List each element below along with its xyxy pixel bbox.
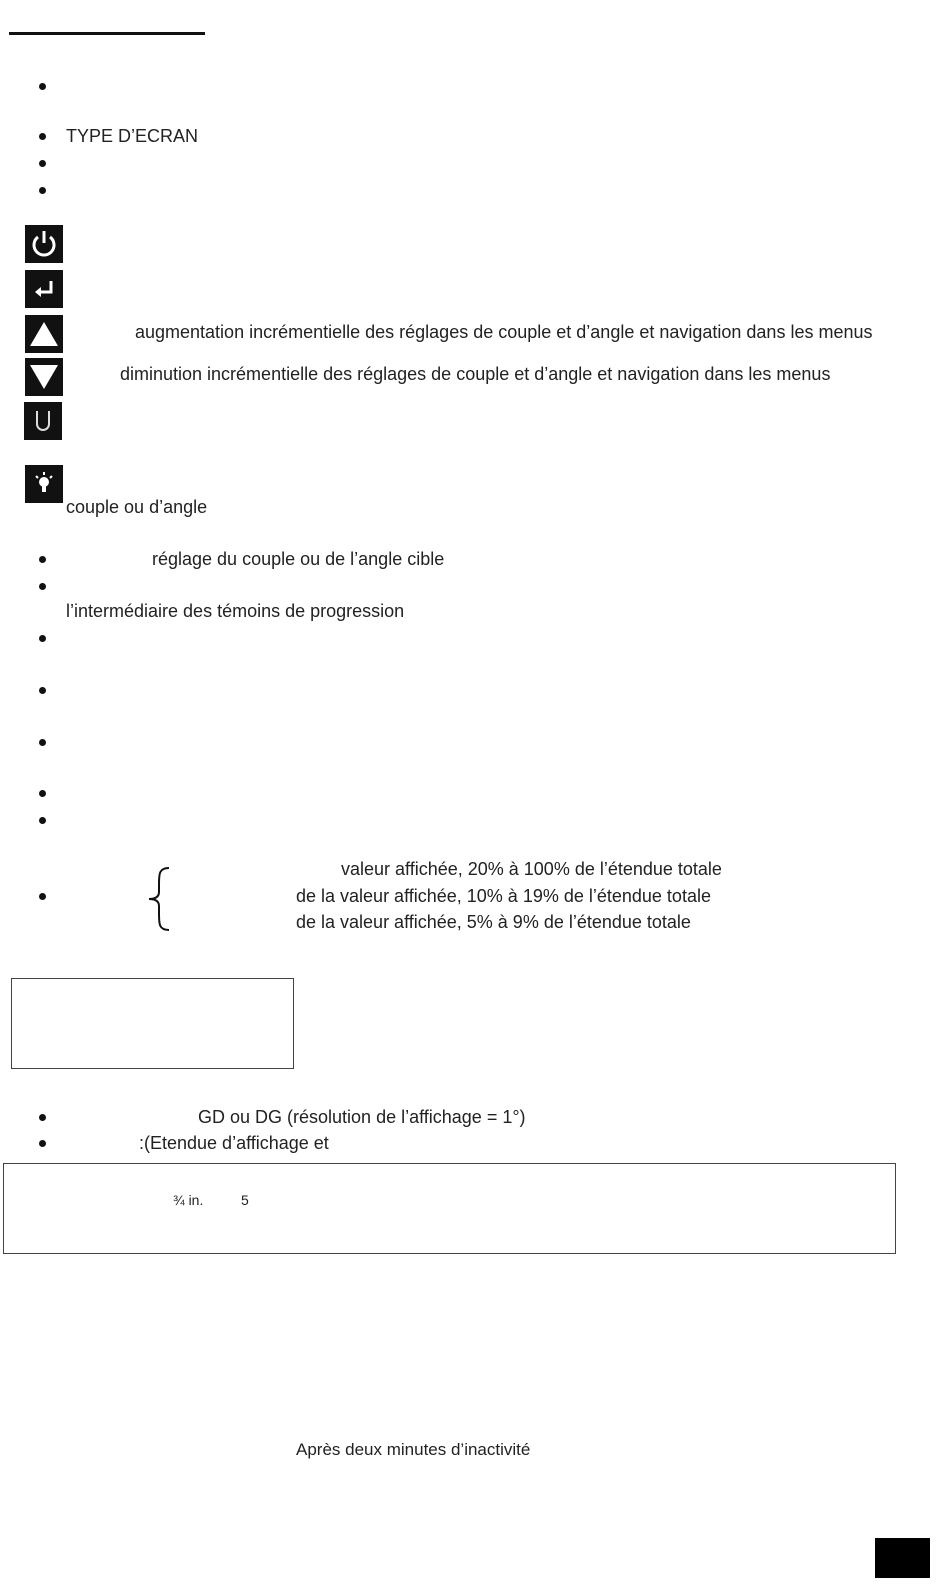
header-rule [9, 32, 205, 35]
progress-indicators-text: l’intermédiaire des témoins de progression [66, 601, 405, 621]
light-button-description: couple ou d’angle [66, 497, 208, 517]
bullet [39, 83, 46, 90]
screen-type-label: TYPE D’ECRAN [66, 126, 199, 146]
angle-direction-text: GD ou DG (résolution de l’affichage = 1°) [198, 1107, 526, 1127]
bullet [39, 1114, 46, 1121]
up-arrow-icon [25, 315, 63, 353]
bullet [39, 1140, 46, 1147]
power-icon [25, 225, 63, 263]
light-icon [25, 465, 63, 503]
spec-table [3, 1163, 896, 1254]
bullet [39, 893, 46, 900]
page-corner-block [875, 1538, 930, 1578]
accuracy-line-3: de la valeur affichée, 5% à 9% de l’étendue totale [296, 912, 691, 932]
unit-icon [24, 402, 62, 440]
accuracy-line-1: valeur affichée, 20% à 100% de l’étendue totale [341, 859, 722, 879]
up-button-description: augmentation incrémentielle des réglages de couple et d’angle et navigation dans les menus [135, 322, 873, 342]
inactivity-text: Après deux minutes d’inactivité [296, 1440, 531, 1459]
display-range-label: :(Etendue d’affichage et [139, 1133, 329, 1153]
bullet [39, 187, 46, 194]
bullet [39, 817, 46, 824]
info-box [11, 978, 294, 1069]
down-button-description: diminution incrémentielle des réglages de couple et d’angle et navigation dans les menus [120, 364, 831, 384]
bullet [39, 160, 46, 167]
bullet [39, 739, 46, 746]
accuracy-line-2: de la valeur affichée, 10% à 19% de l’étendue totale [296, 886, 711, 906]
bullet [39, 583, 46, 590]
accuracy-brace [145, 866, 173, 932]
enter-icon [25, 270, 63, 308]
bullet [39, 556, 46, 563]
bullet [39, 687, 46, 694]
bullet [39, 133, 46, 140]
down-arrow-icon [25, 358, 63, 396]
spec-value: 5 [241, 1192, 249, 1208]
spec-size: ¾ in. [173, 1192, 204, 1208]
bullet [39, 635, 46, 642]
bullet [39, 790, 46, 797]
target-setting-text: réglage du couple ou de l’angle cible [152, 549, 445, 569]
